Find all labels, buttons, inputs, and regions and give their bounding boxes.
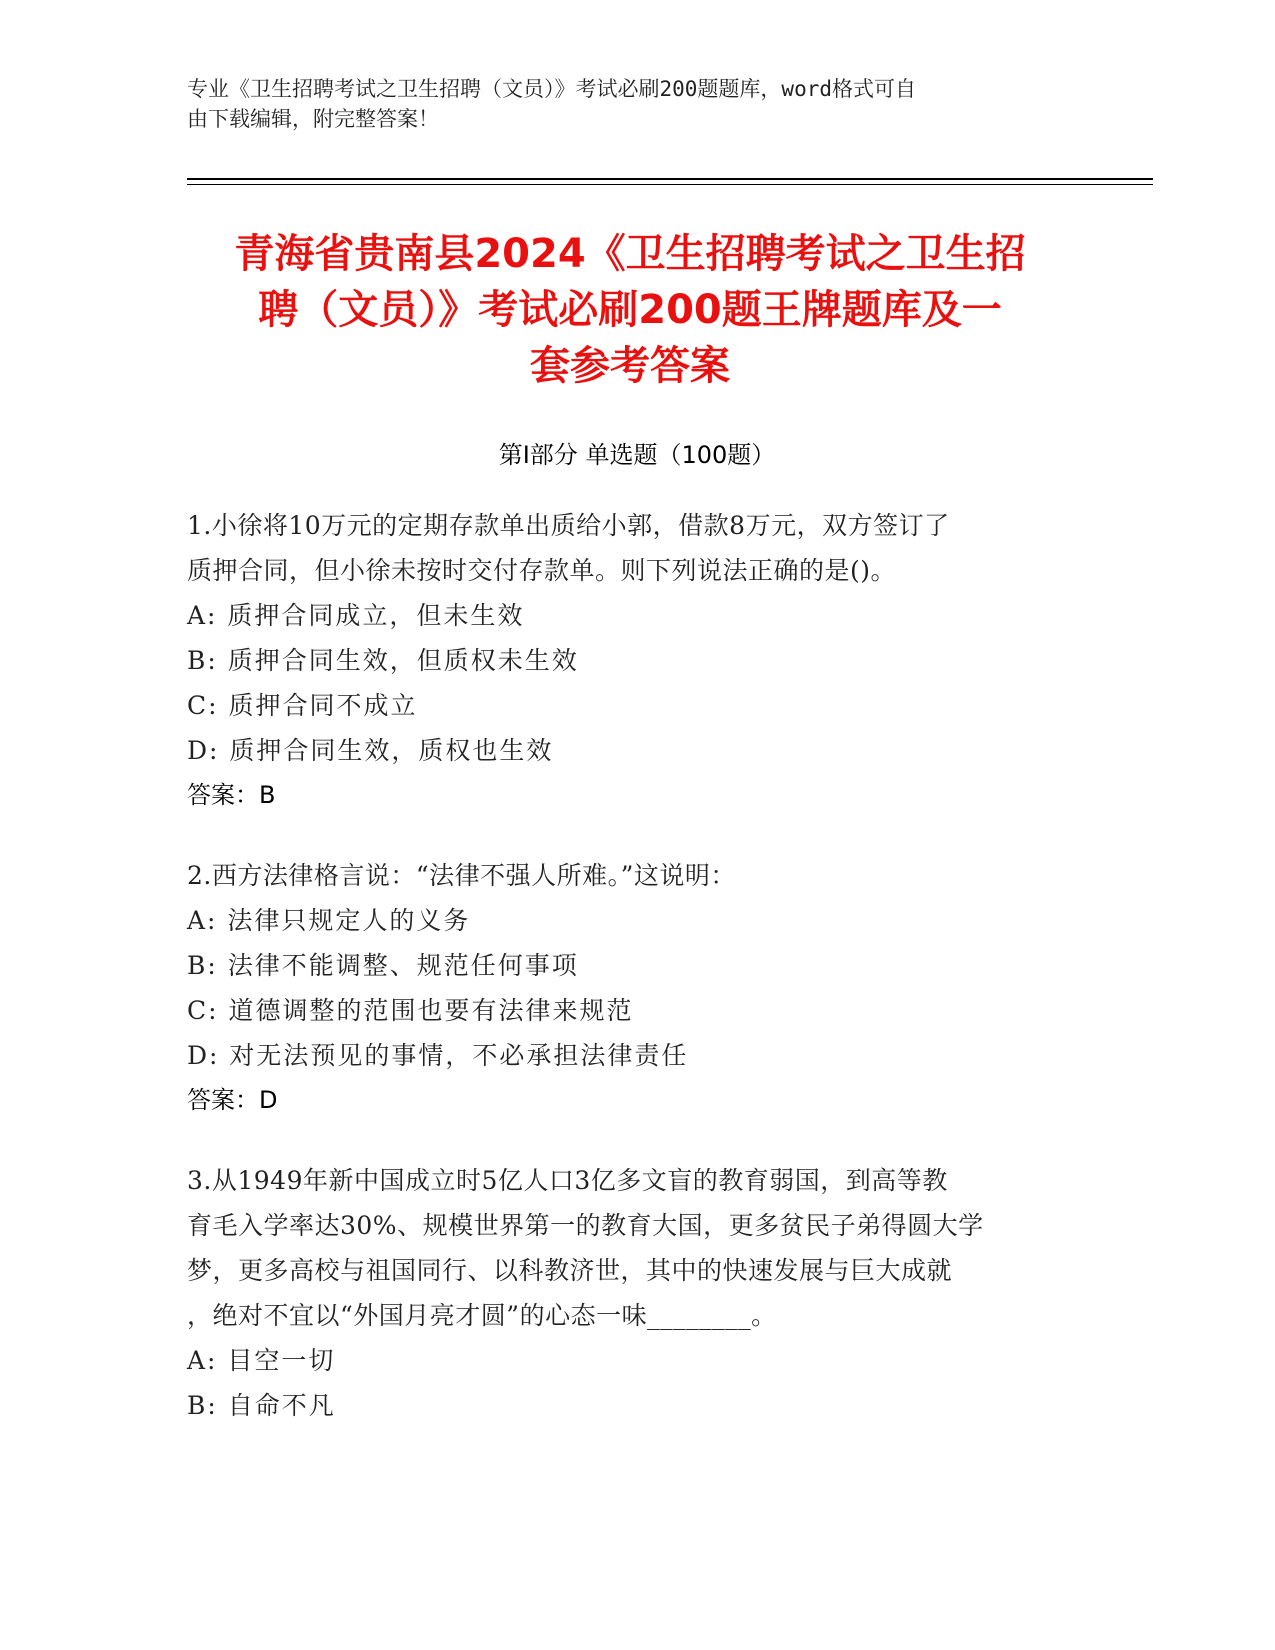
- option-b: B: 自命不凡: [187, 1391, 336, 1420]
- option-b: B: 质押合同生效，但质权未生效: [187, 646, 579, 675]
- header-divider-thick: [187, 178, 1153, 180]
- stem-line: 2.西方法律格言说：“法律不强人所难。”这说明：: [187, 861, 736, 890]
- stem-line: 1.小徐将10万元的定期存款单出质给小郭，借款8万元，双方签订了: [187, 511, 950, 540]
- answer: 答案：B: [187, 781, 276, 809]
- stem-line: 育毛入学率达30%、规模世界第一的教育大国，更多贫民子弟得圆大学: [187, 1211, 984, 1240]
- option-b: B: 法律不能调整、规范任何事项: [187, 951, 579, 980]
- question-1: [187, 503, 1087, 818]
- answer: 答案：D: [187, 1086, 278, 1114]
- title-line: 青海省贵南县2024《卫生招聘考试之卫生招: [234, 231, 1026, 277]
- option-a: A: 法律只规定人的义务: [187, 906, 471, 935]
- question-3: [187, 1158, 1087, 1428]
- stem-line: 梦，更多高校与祖国同行、以科教济世，其中的快速发展与巨大成就: [187, 1256, 953, 1285]
- stem-line: ，绝对不宜以“外国月亮才圆”的心态一味________。: [187, 1301, 777, 1330]
- stem-line: 3.从1949年新中国成立时5亿人口3亿多文盲的教育弱国，到高等教: [187, 1166, 948, 1195]
- section-heading: 第Ⅰ部分 单选题（100题）: [498, 441, 776, 469]
- option-d: D: 质押合同生效，质权也生效: [187, 736, 554, 765]
- document-title: [180, 226, 1080, 394]
- intro-line: 由下载编辑，附完整答案！: [187, 107, 439, 131]
- option-a: A: 质押合同成立，但未生效: [187, 601, 525, 630]
- question-stem: [187, 503, 1087, 593]
- question-2: [187, 853, 1087, 1123]
- title-line: 套参考答案: [530, 343, 730, 389]
- question-stem: [187, 853, 1087, 898]
- title-line: 聘（文员）》考试必刷200题王牌题库及一: [258, 287, 1002, 333]
- question-stem: [187, 1158, 1087, 1338]
- option-c: C: 道德调整的范围也要有法律来规范: [187, 996, 634, 1025]
- document-intro: [187, 74, 1067, 134]
- option-a: A: 目空一切: [187, 1346, 336, 1375]
- option-c: C: 质押合同不成立: [187, 691, 418, 720]
- header-divider-thin: [187, 184, 1153, 185]
- stem-line: 质押合同，但小徐未按时交付存款单。则下列说法正确的是()。: [187, 556, 897, 585]
- intro-line: 专业《卫生招聘考试之卫生招聘（文员）》考试必刷200题题库，word格式可自: [187, 77, 916, 101]
- option-d: D: 对无法预见的事情，不必承担法律责任: [187, 1041, 689, 1070]
